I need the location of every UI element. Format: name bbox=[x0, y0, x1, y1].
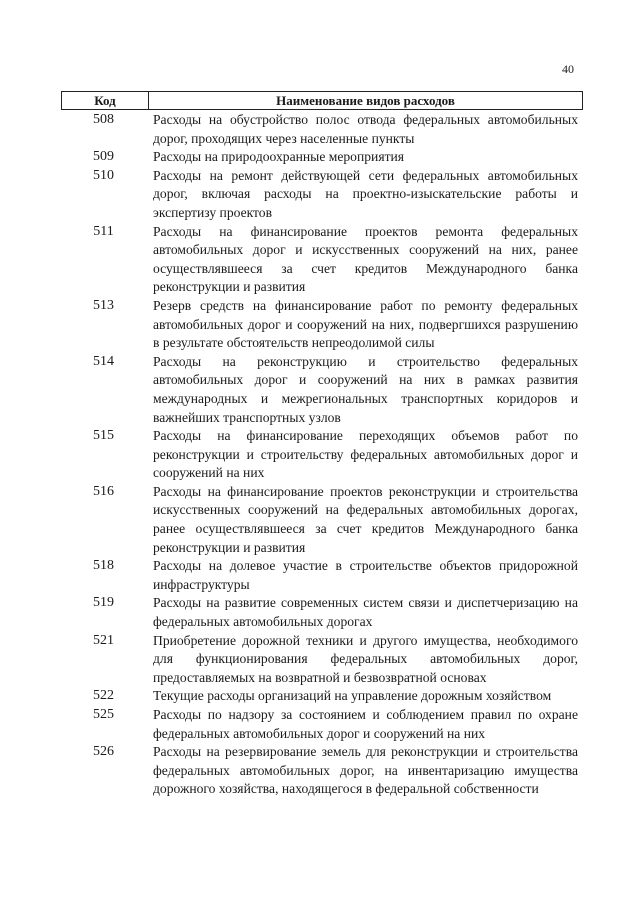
row-description: Расходы на резервирование земель для реконструкции и строительства федеральных автомобильных дорог, на инвентаризацию имущества дорожного хозяйства, находящегося в федеральной собственности bbox=[153, 744, 578, 797]
row-code: 511 bbox=[93, 223, 114, 239]
row-description: Расходы на долевое участие в строительстве объектов придорожной инфраструктуры bbox=[153, 558, 578, 592]
row-code: 509 bbox=[93, 149, 114, 165]
row-code: 510 bbox=[93, 167, 114, 183]
table-row bbox=[61, 353, 583, 427]
table-row bbox=[61, 706, 583, 743]
table-row bbox=[61, 483, 583, 557]
row-description: Резерв средств на финансирование работ по ремонту федеральных автомобильных дорог и сооружений на них, подвергшихся разрушению в результате обстоятельств непреодолимой силы bbox=[153, 297, 578, 351]
row-description: Расходы на финансирование переходящих объемов работ по реконструкции и строительству федеральных автомобильных дорог и сооружений на них bbox=[153, 428, 578, 481]
row-code: 519 bbox=[93, 595, 114, 611]
row-code: 516 bbox=[93, 483, 114, 499]
table-row bbox=[61, 687, 583, 706]
row-description: Расходы на природоохранные мероприятия bbox=[153, 149, 405, 165]
table-row bbox=[61, 594, 583, 631]
row-description: Расходы на обустройство полос отвода федеральных автомобильных дорог, проходящих через населенные пункты bbox=[153, 112, 578, 146]
row-code: 522 bbox=[93, 688, 114, 704]
row-description: Расходы на финансирование проектов ремонта федеральных автомобильных дорог и искусственных сооружений на них, ранее осуществлявшееся за счет кредитов Международного банка реконструкции и развития bbox=[153, 223, 578, 295]
table-body bbox=[61, 111, 583, 799]
table-row bbox=[61, 557, 583, 594]
header-code: Код bbox=[61, 92, 149, 109]
table-header bbox=[61, 91, 583, 110]
table-row bbox=[61, 223, 583, 297]
row-description: Расходы на реконструкцию и строительство федеральных автомобильных дорог и сооружений на них в рамках развития международных и межрегиональных транспортных коридоров и важнейших транспортных узлов bbox=[153, 353, 578, 425]
table-row bbox=[61, 148, 583, 167]
table-row bbox=[61, 632, 583, 688]
table-row bbox=[61, 111, 583, 148]
row-description: Расходы на финансирование проектов реконструкции и строительства искусственных сооружений на федеральных автомобильных дорогах, ранее осуществлявшееся за счет кредитов Международного банка реконструкции и развития bbox=[153, 483, 578, 555]
table-row bbox=[61, 167, 583, 223]
row-code: 515 bbox=[93, 428, 114, 444]
table-row bbox=[61, 297, 583, 353]
table-row bbox=[61, 427, 583, 483]
table-row bbox=[61, 743, 583, 799]
page-number: 40 bbox=[562, 62, 574, 76]
row-code: 526 bbox=[93, 744, 114, 760]
row-code: 518 bbox=[93, 558, 114, 574]
row-description: Расходы на ремонт действующей сети федеральных автомобильных дорог, включая расходы на проектно-изыскательские работы и экспертизу проектов bbox=[153, 167, 578, 220]
row-code: 514 bbox=[93, 353, 114, 369]
row-description: Текущие расходы организаций на управление дорожным хозяйством bbox=[153, 688, 552, 704]
header-name: Наименование видов расходов bbox=[149, 92, 583, 109]
row-description: Приобретение дорожной техники и другого имущества, необходимого для функционирования федеральных автомобильных дорог, предоставляемых на возвратной и безвозвратной основах bbox=[153, 632, 578, 685]
row-code: 525 bbox=[93, 707, 114, 722]
row-code: 508 bbox=[93, 112, 114, 127]
row-code: 521 bbox=[93, 632, 114, 648]
row-description: Расходы по надзору за состоянием и соблюдением правил по охране федеральных автомобильных дорог и сооружений на них bbox=[153, 707, 578, 741]
expense-types-table bbox=[61, 91, 583, 799]
row-code: 513 bbox=[93, 297, 114, 313]
row-description: Расходы на развитие современных систем связи и диспетчеризацию на федеральных автомобильных дорогах bbox=[153, 595, 578, 630]
